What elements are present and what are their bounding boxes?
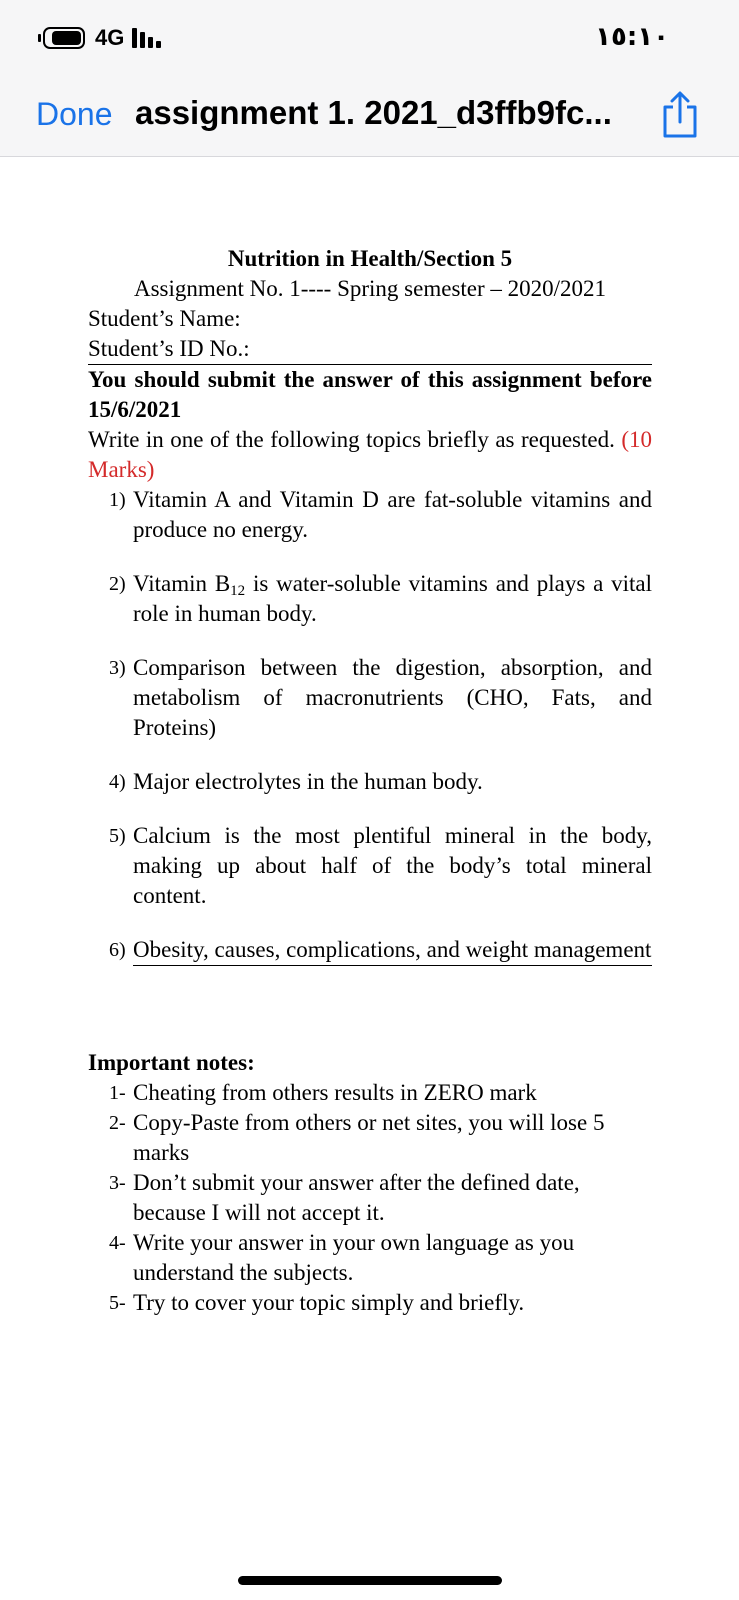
note-text: Write your answer in your own language as you understand the subjects.: [133, 1230, 575, 1285]
topic-text: Calcium is the most plentiful mineral in the body, making up about half of the body’s total mineral content.: [133, 823, 652, 908]
topic-list: [109, 485, 652, 966]
notes-heading: Important notes:: [88, 1050, 255, 1075]
note-number: 5-: [109, 1292, 126, 1314]
marks-label: (10 Marks): [88, 427, 653, 482]
note-text: Copy-Paste from others or net sites, you will lose 5 marks: [133, 1110, 605, 1165]
topic-text: Comparison between the digestion, absorption, and metabolism of macronutrients (CHO, Fats, and Proteins): [133, 655, 652, 740]
assignment-line: Assignment No. 1---- Spring semester – 2020/2021: [133, 276, 607, 301]
topic-item: [109, 569, 652, 629]
course-title: Nutrition in Health/Section 5: [227, 246, 513, 271]
topic-number: 4): [109, 771, 126, 793]
note-item: [109, 1288, 652, 1318]
topic-number: 5): [109, 825, 126, 847]
topic-item: [109, 485, 652, 545]
topic-item: [109, 821, 652, 911]
student-name-label: Student’s Name:: [88, 306, 241, 331]
note-item: [109, 1168, 652, 1228]
share-icon[interactable]: [660, 90, 700, 140]
note-item: [109, 1078, 652, 1108]
status-time: ١٥:١٠: [595, 22, 669, 52]
document-title: assignment 1. 2021_d3ffb9fc...: [135, 94, 612, 131]
note-item: [109, 1228, 652, 1288]
document-page: [88, 244, 652, 1318]
important-notes: [88, 1048, 652, 1318]
note-number: 3-: [109, 1172, 126, 1194]
topic-number: 1): [109, 489, 126, 511]
battery-fill: [52, 31, 81, 45]
note-text: Try to cover your topic simply and briefly.: [133, 1290, 525, 1315]
note-text: Don’t submit your answer after the defined date, because I will not accept it.: [133, 1170, 580, 1225]
topic-text: Obesity, causes, complications, and weight management: [133, 935, 652, 966]
battery-nub: [38, 34, 41, 42]
topic-item: [109, 767, 652, 797]
topic-text-end: is water-soluble vitamins and plays a vital role in human body.: [133, 571, 652, 626]
signal-bar: [156, 41, 161, 48]
topic-text-start: Vitamin B: [133, 571, 231, 596]
status-left: [38, 26, 164, 50]
topic-item: [109, 935, 652, 966]
document-nav-bar: [0, 80, 739, 157]
topic-text: Vitamin A and Vitamin D are fat-soluble vitamins and produce no energy.: [133, 487, 652, 542]
instruction-text: Write in one of the following topics briefly as requested.: [88, 427, 615, 452]
note-number: 2-: [109, 1112, 126, 1134]
student-id-label: Student’s ID No.:: [88, 336, 250, 361]
home-indicator[interactable]: [238, 1576, 502, 1585]
deadline-note: You should submit the answer of this assignment before 15/6/2021: [88, 364, 652, 425]
signal-icon: [132, 28, 164, 48]
topic-text: [133, 569, 652, 629]
note-number: 1-: [109, 1082, 126, 1104]
topic-item: [109, 653, 652, 743]
subscript: 12: [230, 583, 246, 599]
topic-text: Major electrolytes in the human body.: [133, 769, 483, 794]
signal-bar: [140, 32, 145, 48]
topic-number: 3): [109, 657, 126, 679]
topic-number: 2): [109, 573, 126, 595]
note-item: [109, 1108, 652, 1168]
signal-bar: [148, 37, 153, 48]
instruction: [88, 425, 652, 485]
topic-number: 6): [109, 939, 126, 961]
note-text: Cheating from others results in ZERO mark: [133, 1080, 537, 1105]
status-bar: [0, 0, 739, 80]
battery-icon: [43, 27, 85, 49]
note-number: 4-: [109, 1232, 126, 1254]
done-button[interactable]: Done: [36, 96, 113, 132]
signal-bar: [132, 28, 137, 48]
network-type: 4G: [95, 25, 125, 50]
